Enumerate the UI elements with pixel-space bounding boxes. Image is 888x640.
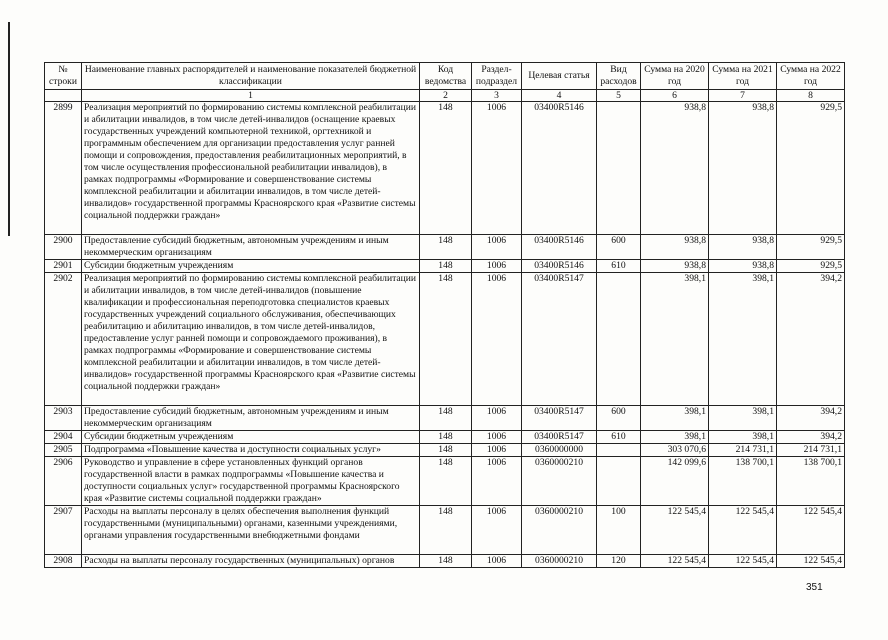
- scan-edge-mark: [8, 22, 10, 236]
- row-number: 2904: [45, 431, 82, 444]
- row-number: 2899: [45, 102, 82, 235]
- row-section: 1006: [472, 506, 522, 555]
- column-number: 1: [82, 90, 420, 102]
- row-number: 2902: [45, 273, 82, 406]
- table-row: [45, 273, 845, 406]
- row-sum-2021: 398,1: [709, 431, 777, 444]
- row-dept-code: 148: [420, 102, 472, 235]
- row-sum-2022: 394,2: [777, 431, 845, 444]
- column-numbering-row: [45, 90, 845, 102]
- row-target-article: 03400R5146: [522, 102, 597, 235]
- row-sum-2022: 394,2: [777, 406, 845, 431]
- row-section: 1006: [472, 555, 522, 568]
- row-expense-type: 600: [597, 235, 641, 260]
- column-number: 4: [522, 90, 597, 102]
- row-section: 1006: [472, 260, 522, 273]
- table-row: [45, 457, 845, 506]
- row-dept-code: 148: [420, 273, 472, 406]
- page-number: 351: [806, 582, 823, 593]
- row-section: 1006: [472, 235, 522, 260]
- table-row: [45, 444, 845, 457]
- row-section: 1006: [472, 102, 522, 235]
- table-row: [45, 431, 845, 444]
- row-dept-code: 148: [420, 235, 472, 260]
- row-expense-type: [597, 457, 641, 506]
- row-target-article: 0360000210: [522, 457, 597, 506]
- row-sum-2021: 938,8: [709, 235, 777, 260]
- row-name: Предоставление субсидий бюджетным, автономным учреждениям и иным некоммерческим организациям: [82, 235, 420, 260]
- row-sum-2020: 938,8: [641, 102, 709, 235]
- header-row-number: № строки: [45, 63, 82, 90]
- row-section: 1006: [472, 444, 522, 457]
- column-number: 5: [597, 90, 641, 102]
- row-sum-2020: 938,8: [641, 260, 709, 273]
- row-target-article: 03400R5146: [522, 260, 597, 273]
- table-row: [45, 102, 845, 235]
- table-row: [45, 406, 845, 431]
- row-section: 1006: [472, 431, 522, 444]
- row-target-article: 03400R5147: [522, 406, 597, 431]
- row-number: 2900: [45, 235, 82, 260]
- header-sum-2022: Сумма на 2022 год: [777, 63, 845, 90]
- table-row: [45, 506, 845, 555]
- row-expense-type: 100: [597, 506, 641, 555]
- row-sum-2022: 929,5: [777, 235, 845, 260]
- row-section: 1006: [472, 406, 522, 431]
- row-sum-2020: 303 070,6: [641, 444, 709, 457]
- row-target-article: 03400R5147: [522, 273, 597, 406]
- row-sum-2022: 122 545,4: [777, 506, 845, 555]
- row-target-article: 0360000210: [522, 506, 597, 555]
- row-name: Реализация мероприятий по формированию системы комплексной реабилитации и абилитации инвалидов, в том числе детей-инвалидов (оснащение краевых государственных учреждений компьютерной техникой, оргтехникой и программным обеспечением для организации предоставления услуг ранней помощи и сопровождения, предоставления реабилитационных мероприятий, в том числе осуществления профессиональной реабилитации инвалидов), в рамках подпрограммы «Формирование и совершенствование системы комплексной реабилитации и абилитации инвалидов, в том числе детей-инвалидов» государственной программы Красноярского края «Развитие системы социальной поддержки граждан»: [82, 102, 420, 235]
- row-expense-type: [597, 102, 641, 235]
- row-expense-type: 610: [597, 260, 641, 273]
- row-dept-code: 148: [420, 406, 472, 431]
- row-name: Субсидии бюджетным учреждениям: [82, 431, 420, 444]
- row-sum-2021: 938,8: [709, 260, 777, 273]
- row-name: Расходы на выплаты персоналу в целях обеспечения выполнения функций государственными (муниципальными) органами, казенными учреждениями, органами управления государственными внебюджетными фондами: [82, 506, 420, 555]
- row-sum-2022: 214 731,1: [777, 444, 845, 457]
- row-sum-2020: 398,1: [641, 406, 709, 431]
- row-expense-type: 600: [597, 406, 641, 431]
- row-sum-2022: 122 545,4: [777, 555, 845, 568]
- header-section: Раздел-подраздел: [472, 63, 522, 90]
- header-target-article: Целевая статья: [522, 63, 597, 90]
- table-row: [45, 235, 845, 260]
- row-sum-2021: 122 545,4: [709, 506, 777, 555]
- row-sum-2020: 398,1: [641, 431, 709, 444]
- header-name: Наименование главных распорядителей и наименование показателей бюджетной классификации: [82, 63, 420, 90]
- header-sum-2021: Сумма на 2021 год: [709, 63, 777, 90]
- row-target-article: 03400R5146: [522, 235, 597, 260]
- row-number: 2903: [45, 406, 82, 431]
- row-name: Предоставление субсидий бюджетным, автономным учреждениям и иным некоммерческим организациям: [82, 406, 420, 431]
- row-number: 2907: [45, 506, 82, 555]
- row-dept-code: 148: [420, 431, 472, 444]
- row-name: Реализация мероприятий по формированию системы комплексной реабилитации и абилитации инвалидов, в том числе детей-инвалидов (повышение квалификации и профессиональная переподготовка специалистов краевых государственных учреждений социального обслуживания, обеспечивающих реабилитацию и абилитацию инвалидов, в том числе детей-инвалидов, предоставление услуг ранней помощи и сопровождаемого проживания), в рамках подпрограммы «Формирование и совершенствование системы комплексной реабилитации и абилитации инвалидов, в том числе детей-инвалидов» государственной программы Красноярского края «Развитие системы социальной поддержки граждан»: [82, 273, 420, 406]
- row-name: Подпрограмма «Повышение качества и доступности социальных услуг»: [82, 444, 420, 457]
- column-number: 7: [709, 90, 777, 102]
- row-dept-code: 148: [420, 457, 472, 506]
- header-sum-2020: Сумма на 2020 год: [641, 63, 709, 90]
- row-sum-2021: 398,1: [709, 406, 777, 431]
- row-number: 2905: [45, 444, 82, 457]
- column-number: 8: [777, 90, 845, 102]
- row-sum-2020: 122 545,4: [641, 555, 709, 568]
- row-number: 2906: [45, 457, 82, 506]
- row-sum-2020: 398,1: [641, 273, 709, 406]
- table-row: [45, 555, 845, 568]
- row-sum-2021: 138 700,1: [709, 457, 777, 506]
- row-sum-2020: 938,8: [641, 235, 709, 260]
- row-sum-2022: 929,5: [777, 260, 845, 273]
- row-dept-code: 148: [420, 444, 472, 457]
- row-sum-2022: 394,2: [777, 273, 845, 406]
- row-name: Расходы на выплаты персоналу государственных (муниципальных) органов: [82, 555, 420, 568]
- column-number: 2: [420, 90, 472, 102]
- row-sum-2020: 122 545,4: [641, 506, 709, 555]
- row-section: 1006: [472, 457, 522, 506]
- row-sum-2020: 142 099,6: [641, 457, 709, 506]
- row-target-article: 0360000000: [522, 444, 597, 457]
- row-section: 1006: [472, 273, 522, 406]
- row-sum-2022: 929,5: [777, 102, 845, 235]
- table-row: [45, 260, 845, 273]
- budget-table: [44, 62, 845, 568]
- row-sum-2021: 398,1: [709, 273, 777, 406]
- row-expense-type: [597, 444, 641, 457]
- row-sum-2021: 214 731,1: [709, 444, 777, 457]
- row-expense-type: 120: [597, 555, 641, 568]
- row-sum-2022: 138 700,1: [777, 457, 845, 506]
- row-expense-type: [597, 273, 641, 406]
- row-sum-2021: 938,8: [709, 102, 777, 235]
- column-number: 3: [472, 90, 522, 102]
- row-dept-code: 148: [420, 506, 472, 555]
- row-number: 2908: [45, 555, 82, 568]
- header-dept-code: Код ведомства: [420, 63, 472, 90]
- row-sum-2021: 122 545,4: [709, 555, 777, 568]
- row-target-article: 0360000210: [522, 555, 597, 568]
- column-number: [45, 90, 82, 102]
- row-dept-code: 148: [420, 555, 472, 568]
- column-number: 6: [641, 90, 709, 102]
- row-number: 2901: [45, 260, 82, 273]
- row-name: Субсидии бюджетным учреждениям: [82, 260, 420, 273]
- row-target-article: 03400R5147: [522, 431, 597, 444]
- header-row: [45, 63, 845, 90]
- row-name: Руководство и управление в сфере установленных функций органов государственной власти в рамках подпрограммы «Повышение качества и доступности социальных услуг» государственной программы Красноярского края «Развитие системы социальной поддержки граждан»: [82, 457, 420, 506]
- row-expense-type: 610: [597, 431, 641, 444]
- row-dept-code: 148: [420, 260, 472, 273]
- header-expense-type: Вид расходов: [597, 63, 641, 90]
